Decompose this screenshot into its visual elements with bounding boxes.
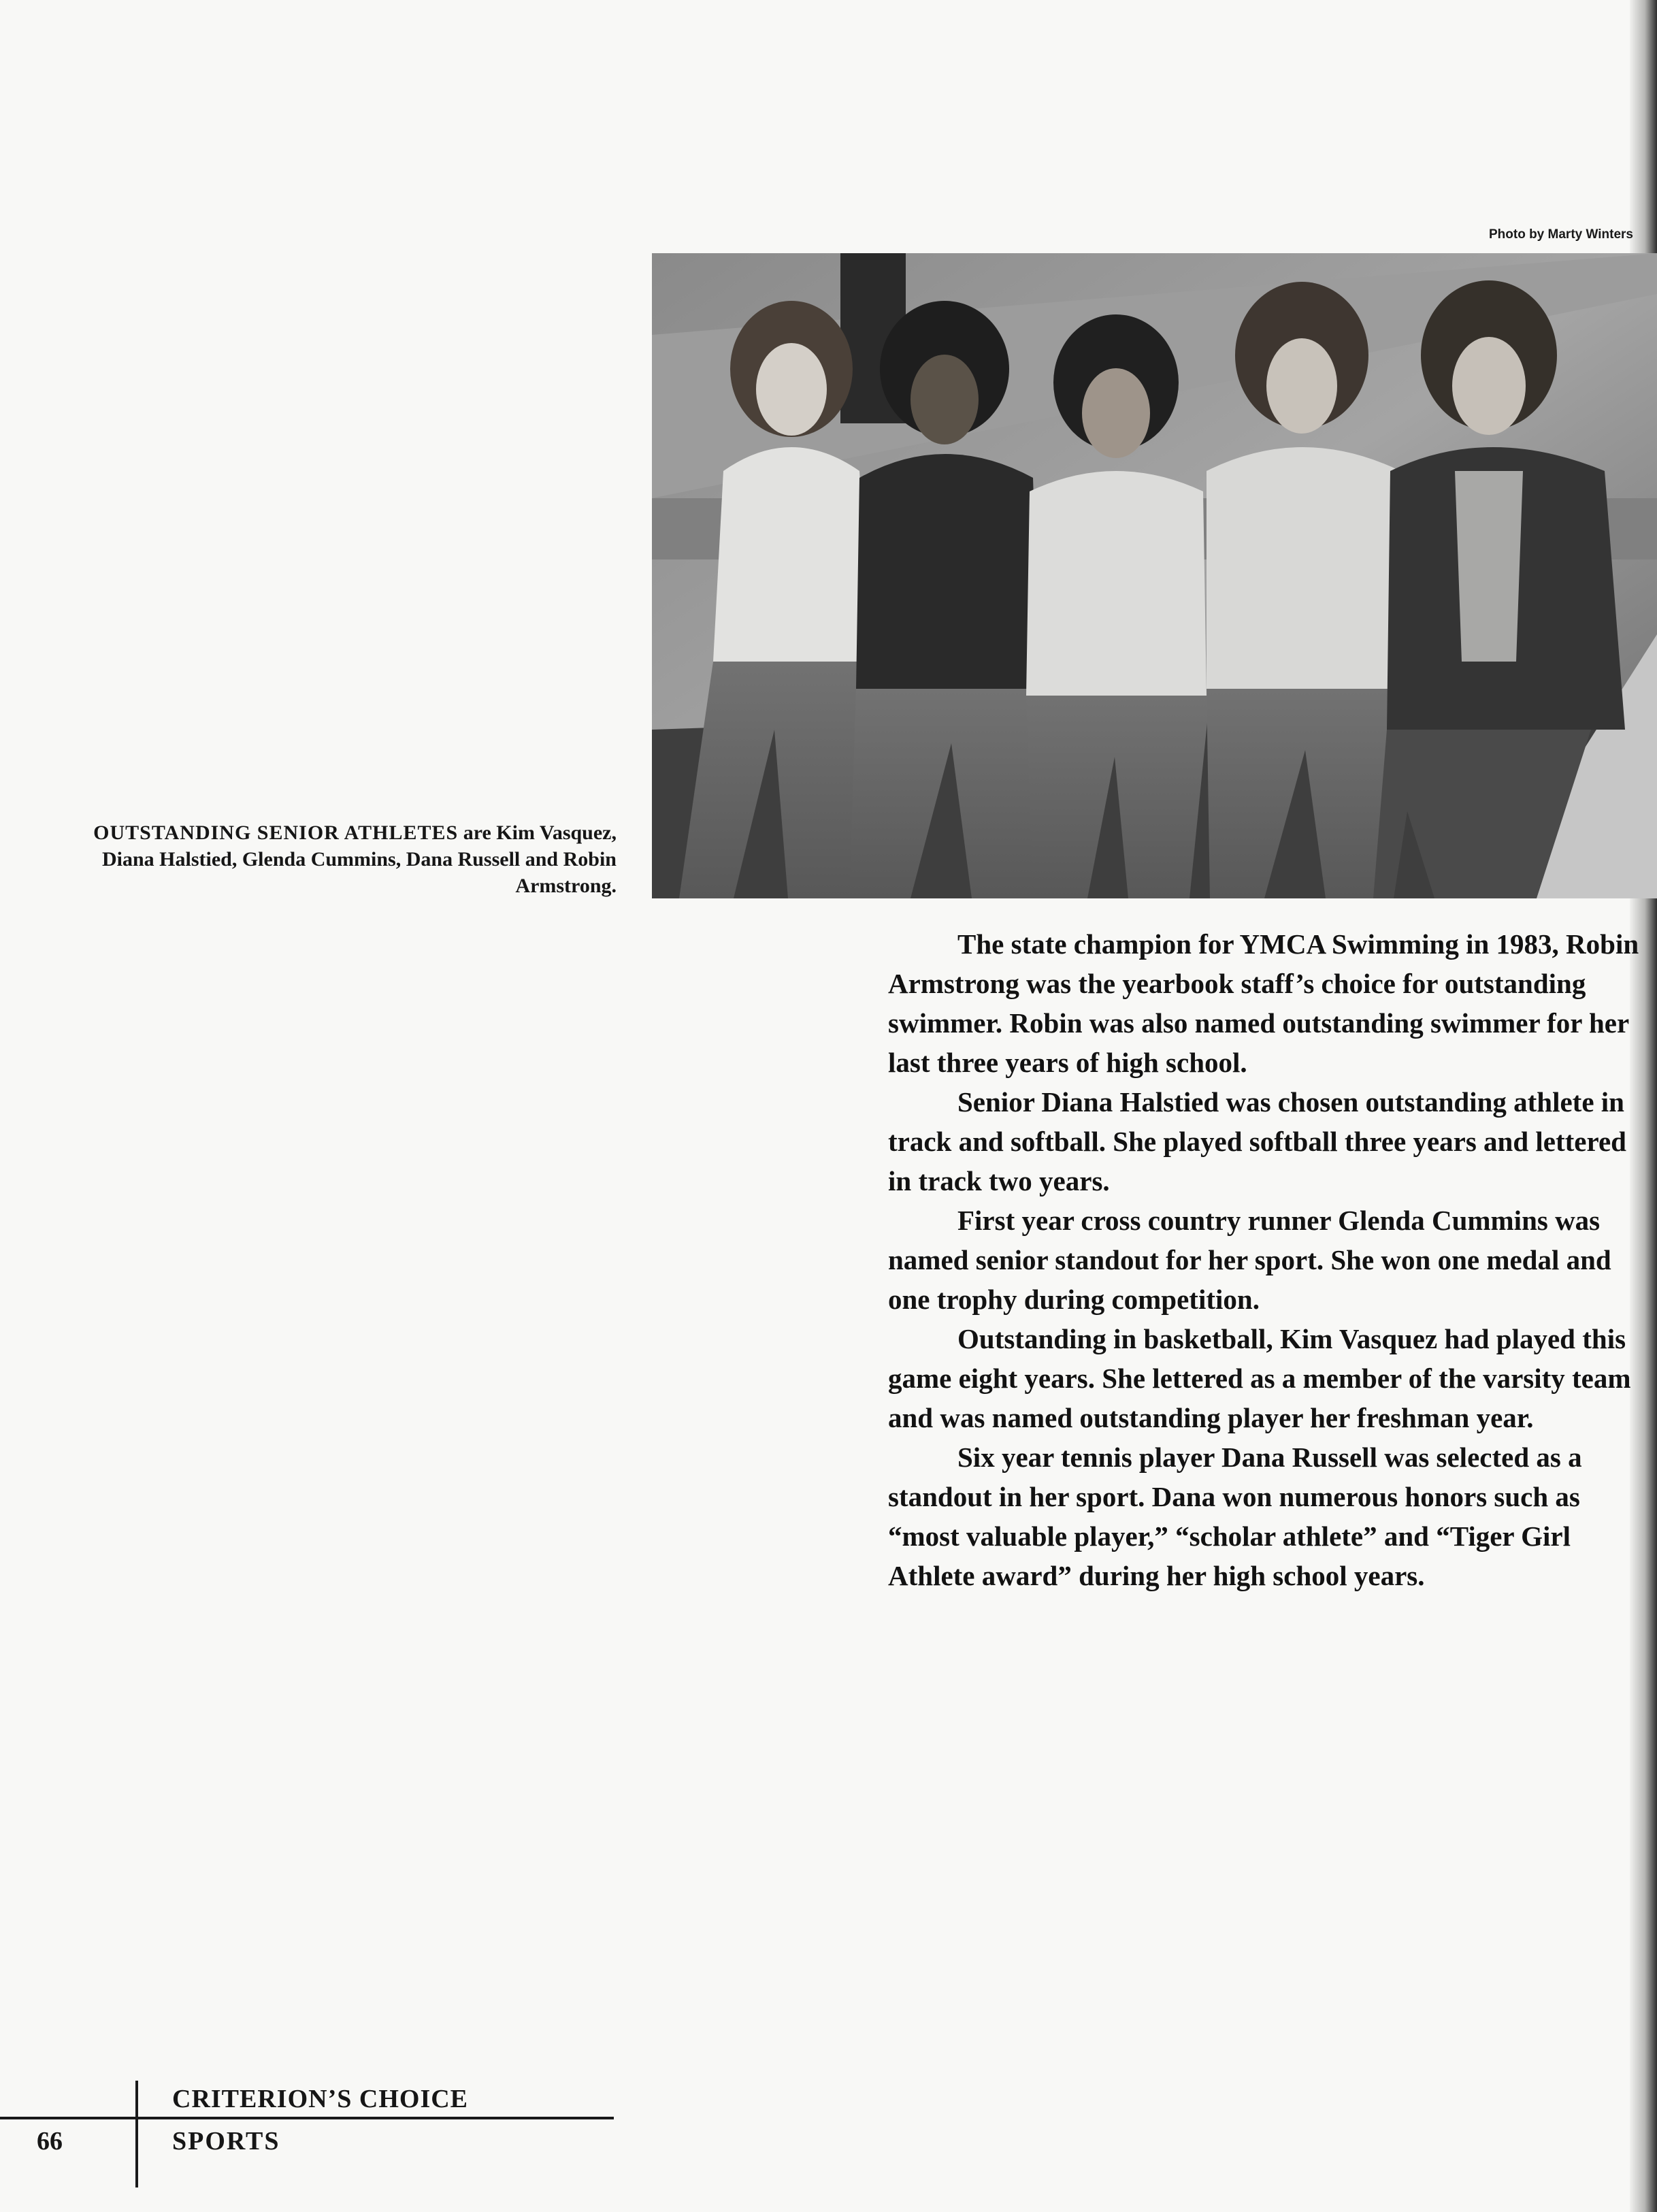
footer-section: SPORTS [172, 2127, 280, 2156]
article-paragraph: First year cross country runner Glenda Cummins was named senior standout for her sport. She won one medal and one trophy during competition. [888, 1205, 1611, 1315]
article-paragraph: Outstanding in basketball, Kim Vasquez had played this game eight years. She lettered as a member of the varsity team and was named outstanding player her freshman year. [888, 1323, 1631, 1433]
caption-lead: OUTSTANDING SENIOR ATHLETES [93, 822, 459, 844]
article-paragraph: Senior Diana Halstied was chosen outstanding athlete in track and softball. She played softball three years and lettered in track two years. [888, 1086, 1626, 1197]
group-photo-icon [652, 253, 1657, 898]
caption-text: are Kim Vasquez, Diana Halstied, Glenda Cummins, Dana Russell and Robin Armstrong. [101, 822, 617, 897]
article-paragraph: Six year tennis player Dana Russell was selected as a standout in her sport. Dana won numerous honors such as “most valuable player,” “scholar athlete” and “Tiger Girl Athlete award” during her high school years. [888, 1442, 1582, 1591]
footer-divider [135, 2081, 138, 2187]
photo-caption [41, 819, 617, 899]
footer-rule [0, 2117, 614, 2119]
photo-credit: Photo by Marty Winters [1488, 227, 1633, 242]
footer-title: CRITERION’S CHOICE [172, 2085, 469, 2113]
article-body [888, 924, 1643, 1595]
athletes-group-photo [652, 253, 1657, 898]
article-paragraph: The state champion for YMCA Swimming in 1983, Robin Armstrong was the yearbook staff’s choice for outstanding swimmer. Robin was also named outstanding swimmer for her last three years of high school. [888, 928, 1639, 1078]
page-number: 66 [37, 2127, 63, 2156]
